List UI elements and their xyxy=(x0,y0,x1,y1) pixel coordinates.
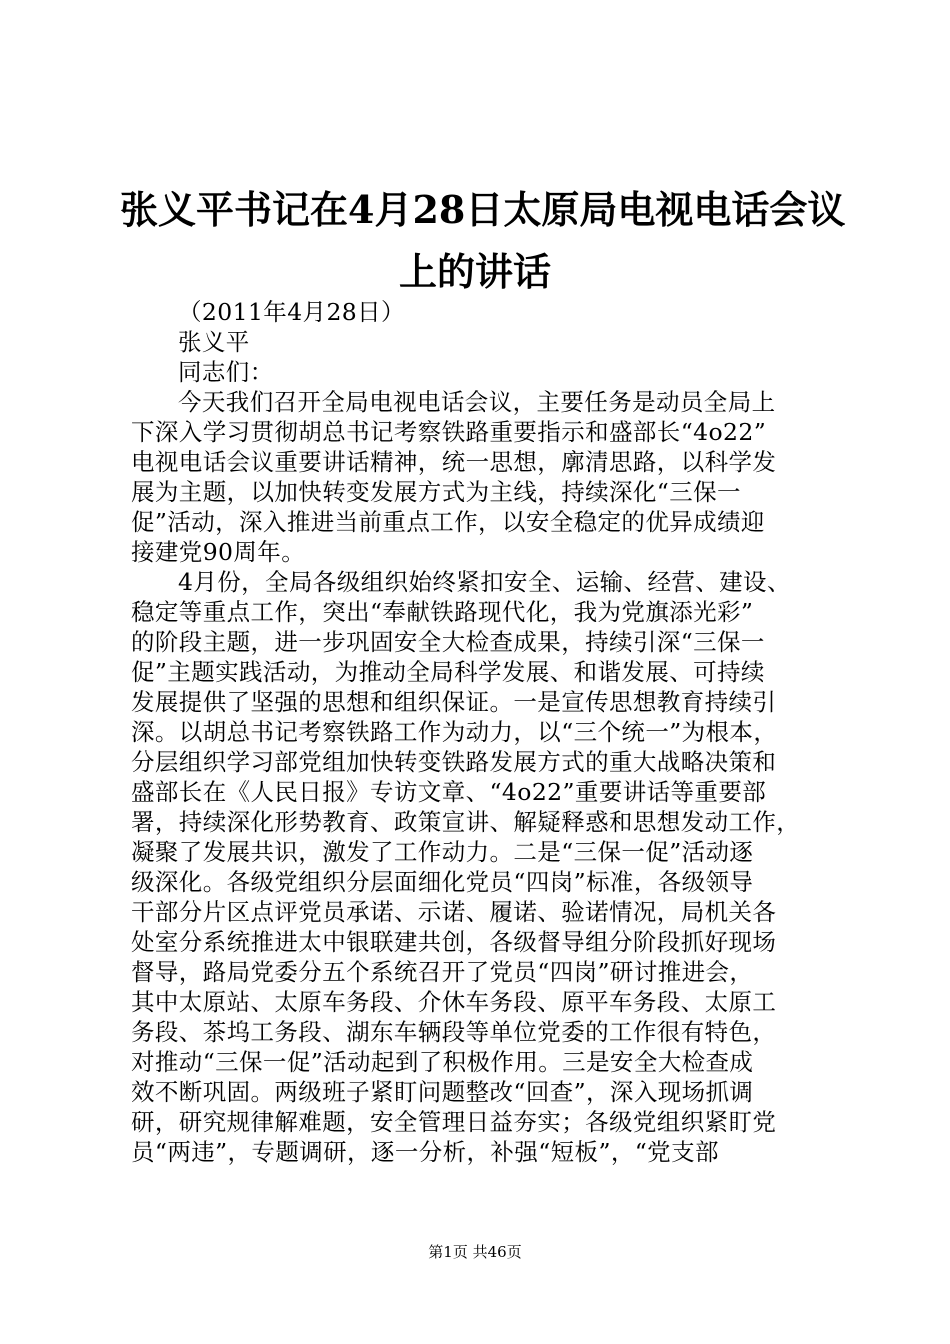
paragraph-2-line: 处室分系统推进太中银联建共创，各级督导组分阶段抓好现场 xyxy=(131,928,777,956)
paragraph-1-line: 下深入学习贯彻胡总书记考察铁路重要指示和盛部长“4o22” xyxy=(131,418,767,446)
paragraph-1-line: 接建党90周年。 xyxy=(131,538,306,566)
paragraph-2-line: 署，持续深化形势教育、政策宣讲、解疑释惑和思想发动工作， xyxy=(131,808,801,836)
paragraph-2-line: 效不断巩固。两级班子紧盯问题整改“回查”，深入现场抓调 xyxy=(131,1078,754,1106)
paragraph-2-line: 促”主题实践活动，为推动全局科学发展、和谐发展、可持续 xyxy=(131,658,765,686)
paragraph-2-line: 对推动“三保一促”活动起到了积极作用。三是安全大检查成 xyxy=(131,1048,754,1076)
salutation-line: 同志们： xyxy=(178,358,274,386)
paragraph-2-line: 凝聚了发展共识，激发了工作动力。二是“三保一促”活动逐 xyxy=(131,838,754,866)
paragraph-1-line: 电视电话会议重要讲话精神，统一思想，廓清思路，以科学发 xyxy=(131,448,777,476)
paragraph-2-line: 4月份，全局各级组织始终紧扣安全、运输、经营、建设、 xyxy=(178,568,791,596)
paragraph-2-line: 的阶段主题，进一步巩固安全大检查成果，持续引深“三保一 xyxy=(131,628,765,656)
paragraph-1-line: 今天我们召开全局电视电话会议，主要任务是动员全局上 xyxy=(178,388,776,416)
document-title-line-1: 张义平书记在4月28日太原局电视电话会议 xyxy=(120,187,846,232)
date-line: （2011年4月28日） xyxy=(178,298,405,326)
page-number-footer: 第1页 共46页 xyxy=(428,1243,522,1261)
paragraph-2-line: 研，研究规律解难题，安全管理日益夯实；各级党组织紧盯党 xyxy=(131,1108,777,1136)
paragraph-1-line: 展为主题，以加快转变发展方式为主线，持续深化“三保一 xyxy=(131,478,741,506)
paragraph-2-line: 级深化。各级党组织分层面细化党员“四岗”标准，各级领导 xyxy=(131,868,754,896)
paragraph-2-line: 务段、茶坞工务段、湖东车辆段等单位党委的工作很有特色， xyxy=(131,1018,777,1046)
paragraph-1-line: 促”活动，深入推进当前重点工作，以安全稳定的优异成绩迎 xyxy=(131,508,765,536)
paragraph-2-line: 员“两违”，专题调研，逐一分析，补强“短板”，“党支部 xyxy=(131,1138,719,1166)
document-body xyxy=(131,297,831,1167)
paragraph-2-line: 分层组织学习部党组加快转变铁路发展方式的重大战略决策和 xyxy=(131,748,777,776)
document-title-line-2: 上的讲话 xyxy=(398,249,551,294)
speaker-line: 张义平 xyxy=(178,328,250,356)
paragraph-2-line: 盛部长在《人民日报》专访文章、“4o22”重要讲话等重要部 xyxy=(131,778,767,806)
paragraph-2-line: 干部分片区点评党员承诺、示诺、履诺、验诺情况，局机关各 xyxy=(131,898,777,926)
paragraph-2-line: 其中太原站、太原车务段、介休车务段、原平车务段、太原工 xyxy=(131,988,777,1016)
paragraph-2-line: 稳定等重点工作，突出“奉献铁路现代化，我为党旗添光彩” xyxy=(131,598,754,626)
paragraph-2-line: 督导，路局党委分五个系统召开了党员“四岗”研讨推进会， xyxy=(131,958,754,986)
paragraph-2-line: 发展提供了坚强的思想和组织保证。一是宣传思想教育持续引 xyxy=(131,688,777,716)
paragraph-2-line: 深。以胡总书记考察铁路工作为动力，以“三个统一”为根本， xyxy=(131,718,778,746)
